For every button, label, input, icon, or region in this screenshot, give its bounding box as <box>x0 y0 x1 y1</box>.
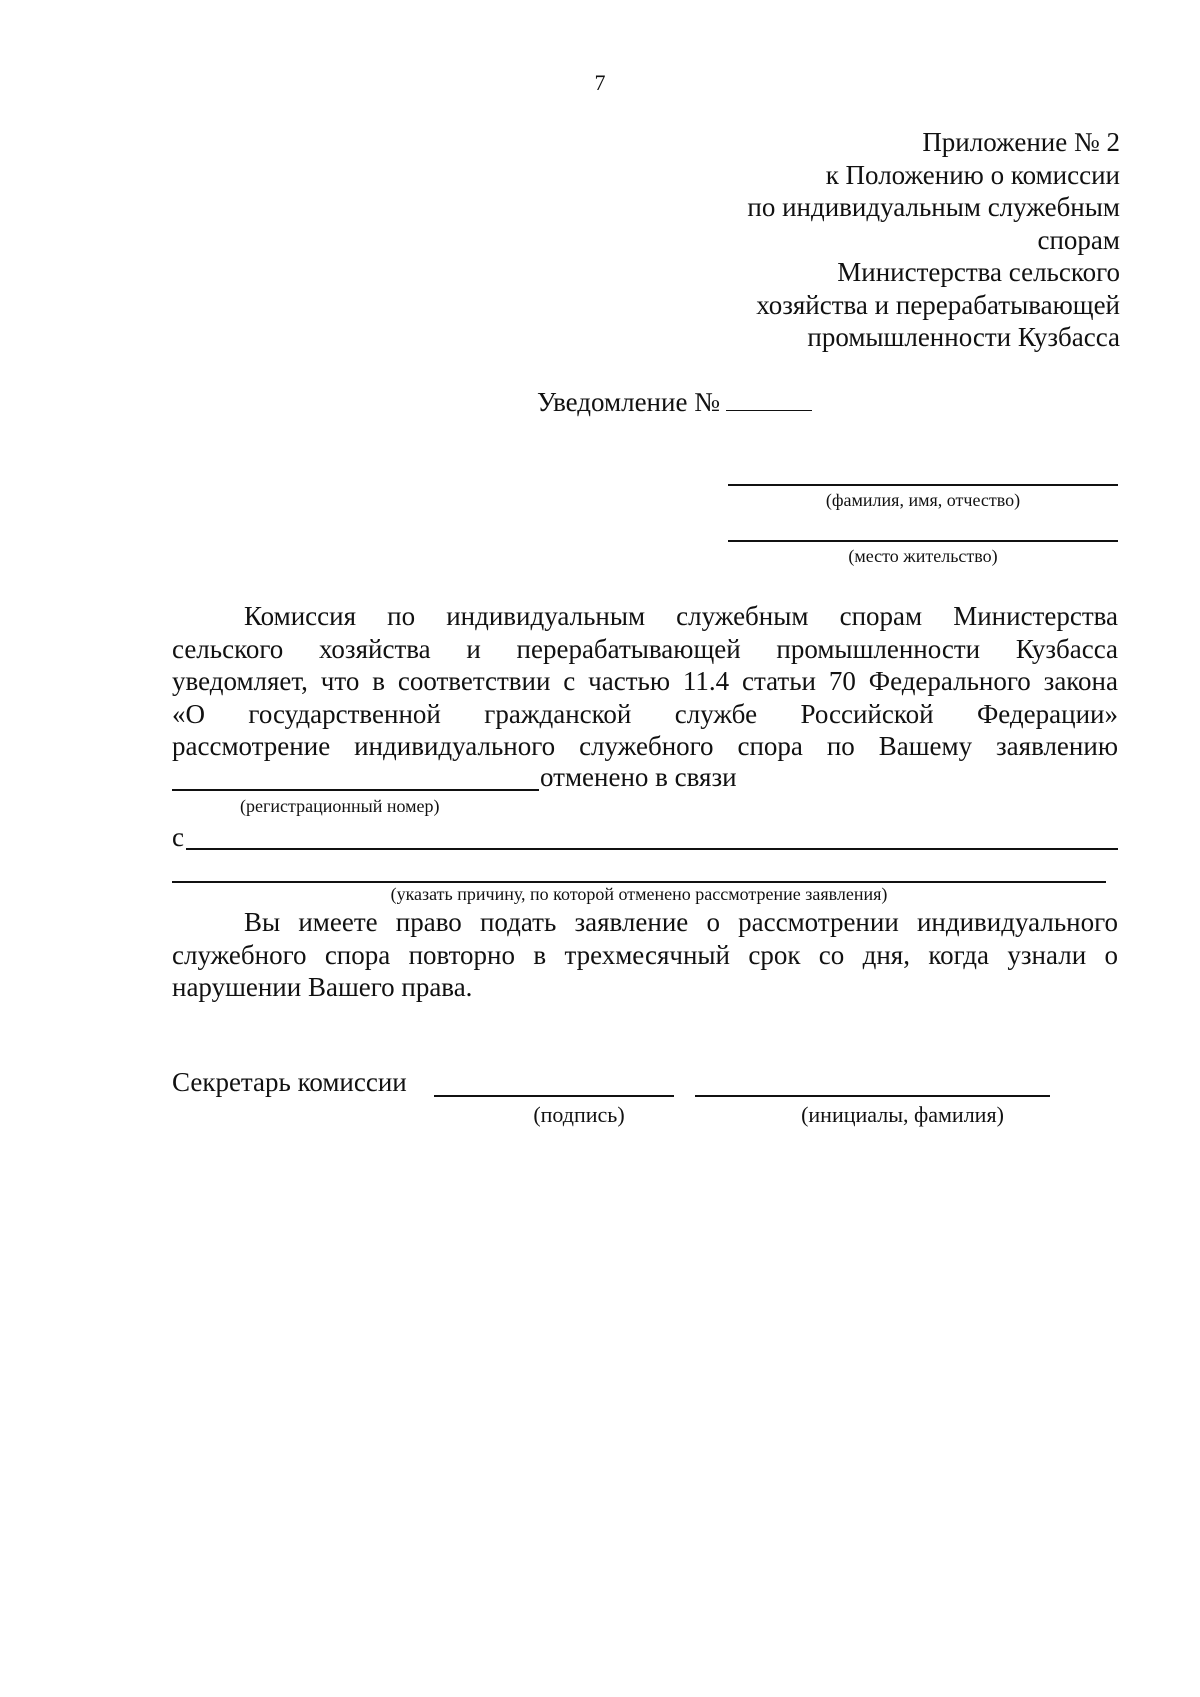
reg-number-line[interactable] <box>172 789 539 791</box>
recipient-address-line[interactable] <box>728 540 1118 542</box>
recipient-address-caption: (место жительство) <box>848 546 998 566</box>
page-number: 7 <box>594 70 606 95</box>
rights-line-text: Вы имеете право подать заявление о рассмотрении индивидуального <box>244 907 1118 937</box>
appendix-line: Министерства сельского <box>837 257 1120 287</box>
with-prefix: с <box>172 822 184 852</box>
body-line-1 <box>172 600 1118 633</box>
rights-line-3 <box>172 971 1118 1004</box>
body-paragraph <box>172 600 1118 763</box>
appendix-line: промышленности Кузбасса <box>807 322 1120 352</box>
appendix-header <box>520 126 1120 354</box>
body-line-text: Комиссия по индивидуальным служебным спорам Министерства <box>244 601 1118 631</box>
body-line-text: уведомляет, что в соответствии с частью 11.4 статьи 70 Федерального закона <box>172 666 1118 696</box>
notice-title <box>537 387 812 418</box>
reason-caption: (указать причину, по которой отменено рассмотрение заявления) <box>390 884 888 904</box>
notice-title-text: Уведомление № <box>537 387 720 417</box>
signature-name-caption: (инициалы, фамилия) <box>801 1102 1004 1127</box>
signature-label: Секретарь комиссии <box>172 1067 407 1097</box>
body-line-2 <box>172 633 1118 666</box>
rights-paragraph <box>172 906 1118 1004</box>
rights-line-1 <box>172 906 1118 939</box>
rights-line-text: нарушении Вашего права. <box>172 972 473 1002</box>
body-line-text: рассмотрение индивидуального служебного спора по Вашему заявлению <box>172 731 1118 761</box>
reason-line-2[interactable] <box>172 881 1106 883</box>
appendix-line: по индивидуальным служебным <box>747 192 1120 222</box>
canceled-text: отменено в связи <box>540 762 737 792</box>
body-line-3 <box>172 665 1118 698</box>
reg-number-caption: (регистрационный номер) <box>240 796 440 816</box>
recipient-name-line[interactable] <box>728 484 1118 486</box>
body-line-text: «О государственной гражданской службе Российской Федерации» <box>172 698 1118 729</box>
appendix-line: к Положению о комиссии <box>825 159 1120 190</box>
rights-line-text: служебного спора повторно в трехмесячный срок со дня, когда узнали о <box>172 939 1118 970</box>
appendix-line: спорам <box>1037 224 1120 255</box>
appendix-line: Приложение № 2 <box>922 127 1120 157</box>
signature-name-line[interactable] <box>695 1095 1050 1097</box>
body-line-4 <box>172 698 1118 731</box>
reason-line-1[interactable] <box>186 848 1118 850</box>
body-line-5 <box>172 730 1118 763</box>
recipient-name-caption: (фамилия, имя, отчество) <box>825 490 1021 510</box>
signature-caption: (подпись) <box>533 1102 625 1127</box>
rights-line-2 <box>172 939 1118 972</box>
notice-number-blank[interactable] <box>726 388 812 411</box>
signature-line[interactable] <box>434 1095 674 1097</box>
body-line-text: сельского хозяйства и перерабатывающей промышленности Кузбасса <box>172 633 1118 664</box>
appendix-line: хозяйства и перерабатывающей <box>756 289 1120 320</box>
